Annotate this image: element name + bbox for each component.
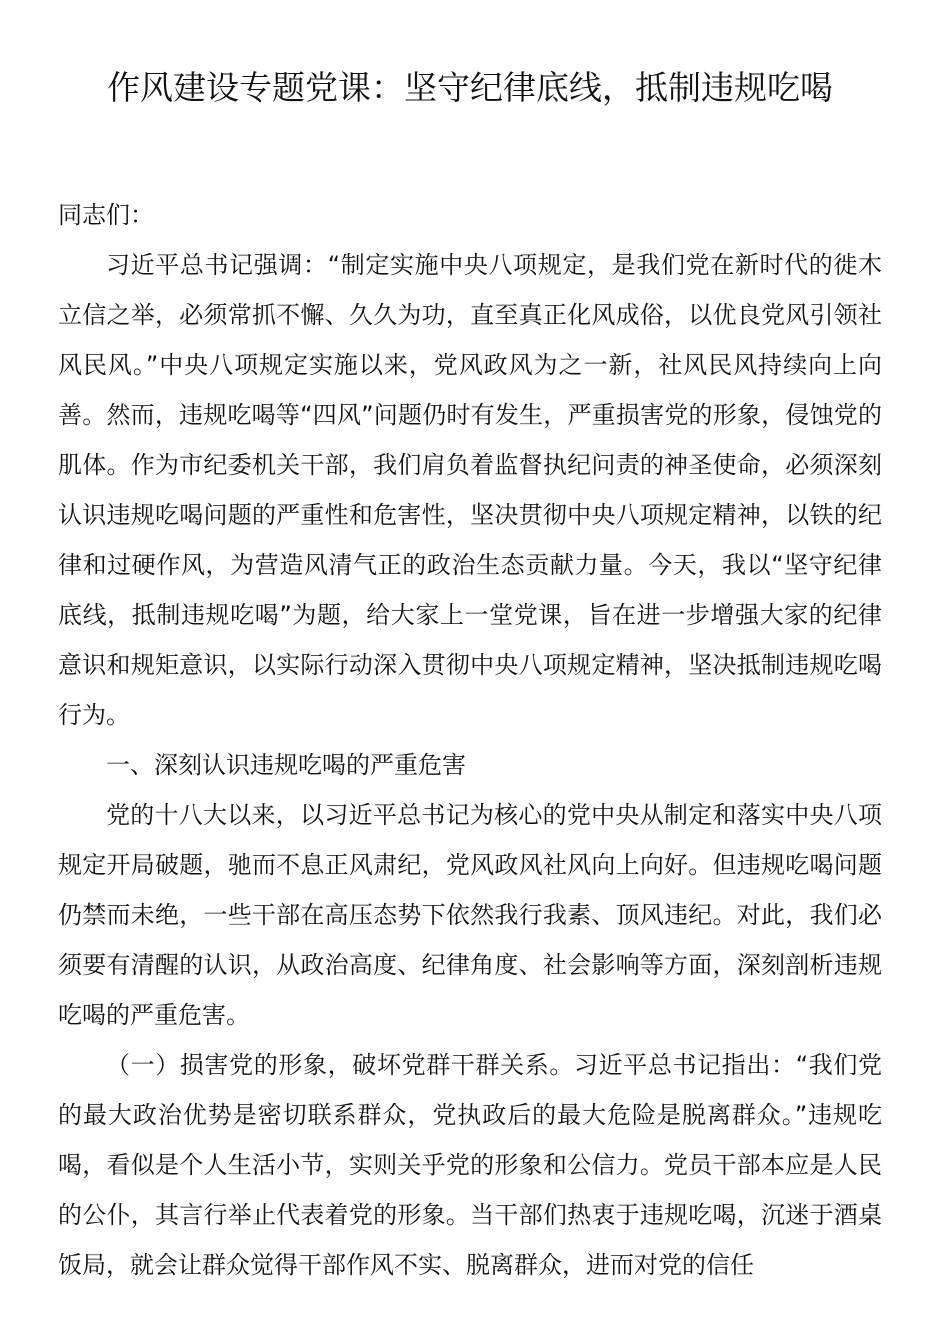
section-heading: 一、深刻认识违规吃喝的严重危害: [106, 751, 466, 779]
document-title: 作风建设专题党课：坚守纪律底线，抵制违规吃喝: [107, 68, 833, 107]
salutation: 同志们：: [58, 201, 154, 229]
document-body: [58, 190, 882, 1290]
subsection-paragraph: （一）损害党的形象，破坏党群干群关系。习近平总书记指出：“我们党的最大政治优势是密切联系群众，党执政后的最大危险是脱离群众。”违规吃喝，看似是个人生活小节，实则关乎党的形象和公信力。党员干部本应是人民的公仆，其言行举止代表着党的形象。当干部们热衷于违规吃喝，沉迷于酒桌饭局，就会让群众觉得干部作风不实、脱离群众，进而对党的信任: [58, 1051, 882, 1279]
section-paragraph: 党的十八大以来，以习近平总书记为核心的党中央从制定和落实中央八项规定开局破题，驰而不息正风肃纪，党风政风社风向上向好。但违规吃喝问题仍禁而未绝，一些干部在高压态势下依然我行我素、顶风违纪。对此，我们必须要有清醒的认识，从政治高度、纪律角度、社会影响等方面，深刻剖析违规吃喝的严重危害。: [58, 801, 882, 1029]
intro-paragraph: 习近平总书记强调：“制定实施中央八项规定，是我们党在新时代的徙木立信之举，必须常抓不懈、久久为功，直至真正化风成俗，以优良党风引领社风民风。”中央八项规定实施以来，党风政风为之一新，社风民风持续向上向善。然而，违规吃喝等“四风”问题仍时有发生，严重损害党的形象，侵蚀党的肌体。作为市纪委机关干部，我们肩负着监督执纪问责的神圣使命，必须深刻认识违规吃喝问题的严重性和危害性，坚决贯彻中央八项规定精神，以铁的纪律和过硬作风，为营造风清气正的政治生态贡献力量。今天，我以“坚守纪律底线，抵制违规吃喝”为题，给大家上一堂党课，旨在进一步增强大家的纪律意识和规矩意识，以实际行动深入贯彻中央八项规定精神，坚决抵制违规吃喝行为。: [58, 251, 882, 729]
